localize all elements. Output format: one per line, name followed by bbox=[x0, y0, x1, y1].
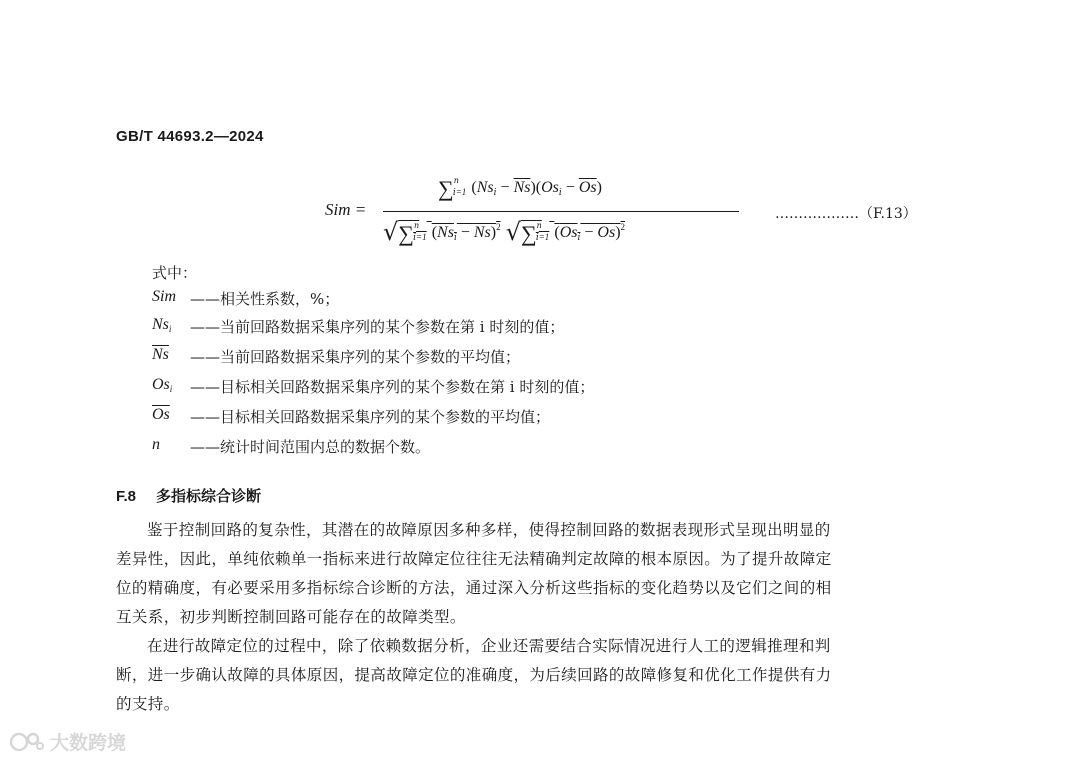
formula-denominator: √∑$^n_{i=1}$ $(Ns_i - Ns)^2$ √∑$^n_{i=1}$ $(Os_i - Os)^2$ bbox=[383, 218, 626, 246]
equation-number: ………………（F.13） bbox=[775, 206, 917, 222]
watermark-logo-icon bbox=[10, 731, 44, 753]
watermark-text: 大数跨境 bbox=[50, 732, 127, 754]
formula-lhs: Sim = bbox=[325, 200, 366, 219]
definition-symbol: $Os_i$ bbox=[152, 376, 173, 394]
section-heading bbox=[116, 485, 261, 506]
paragraph-line: 在进行故障定位的过程中，除了依赖数据分析，企业还需要结合实际情况进行人工的逻辑推理和判 bbox=[147, 637, 831, 655]
paragraph-line: 位的精确度，有必要采用多指标综合诊断的方法，通过深入分析这些指标的变化趋势以及它们之间的相 bbox=[116, 579, 832, 597]
section-title: 多指标综合诊断 bbox=[156, 488, 262, 505]
definition-text: ——当前回路数据采集序列的某个参数在第 i 时刻的值； bbox=[190, 318, 565, 336]
definition-text: ——目标相关回路数据采集序列的某个参数的平均值； bbox=[190, 408, 551, 426]
definition-symbol: Sim bbox=[152, 288, 176, 305]
definition-symbol: $\overline{Os}$ bbox=[152, 406, 170, 423]
standard-code: GB/T 44693.2—2024 bbox=[116, 128, 264, 145]
where-label: 式中： bbox=[152, 264, 198, 282]
definition-text: ——相关性系数，%； bbox=[190, 290, 340, 308]
body-paragraph bbox=[116, 632, 956, 719]
body-paragraph bbox=[116, 516, 956, 632]
paragraph-line: 互关系，初步判断控制回路可能存在的故障类型。 bbox=[116, 608, 466, 626]
definition-symbol: $\overline{Ns}$ bbox=[152, 346, 169, 363]
definition-symbol: $Ns_i$ bbox=[152, 316, 172, 334]
definition-text: ——目标相关回路数据采集序列的某个参数在第 i 时刻的值； bbox=[190, 378, 595, 396]
definition-text: ——当前回路数据采集序列的某个参数的平均值； bbox=[190, 348, 521, 366]
paragraph-line: 断，进一步确认故障的具体原因，提高故障定位的准确度，为后续回路的故障修复和优化工作提供有力 bbox=[116, 666, 832, 684]
paragraph-line: 鉴于控制回路的复杂性，其潜在的故障原因多种多样，使得控制回路的数据表现形式呈现出明显的 bbox=[147, 521, 831, 539]
watermark bbox=[10, 728, 126, 755]
paragraph-line: 的支持。 bbox=[116, 695, 180, 713]
section-number: F.8 bbox=[116, 488, 137, 505]
definition-text: ——统计时间范围内总的数据个数。 bbox=[190, 438, 431, 456]
definition-symbol: n bbox=[152, 436, 160, 453]
paragraph-line: 差异性，因此，单纯依赖单一指标来进行故障定位往往无法精确判定故障的根本原因。为了提升故障定 bbox=[116, 550, 832, 568]
formula-numerator: ∑$^n_{i=1}$ $(Ns_i - \overline{Ns})(Os_i - \overline{Os})$ bbox=[438, 176, 602, 201]
fraction-bar bbox=[383, 211, 739, 212]
